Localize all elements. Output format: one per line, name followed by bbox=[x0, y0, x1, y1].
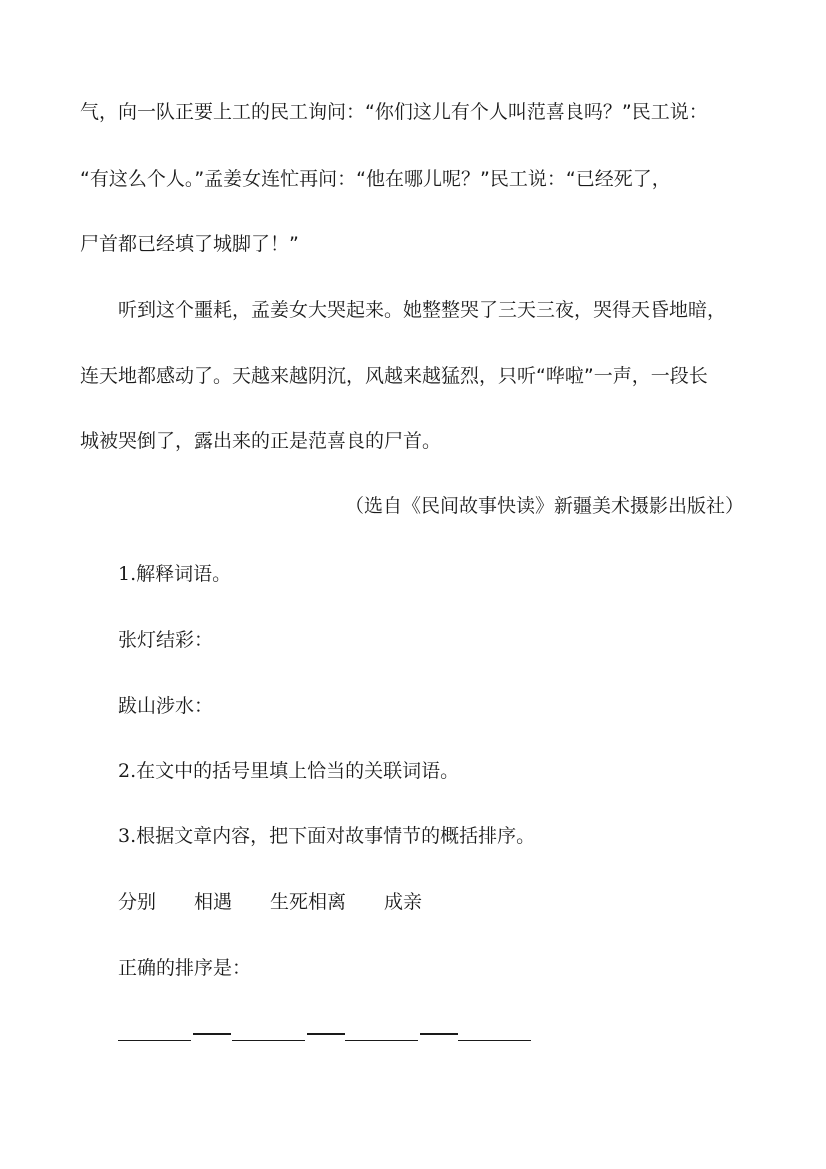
plot-option: 生死相离 bbox=[270, 891, 347, 913]
story-paragraph-start: 听到这个噩耗，孟姜女大哭起来。她整整哭了三天三夜，哭得天昏地暗， bbox=[118, 299, 727, 321]
sequence-dash bbox=[193, 1033, 231, 1035]
plot-option: 成亲 bbox=[384, 891, 423, 913]
source-citation: （选自《民间故事快读》新疆美术摄影出版社） bbox=[344, 495, 744, 517]
answer-blank-3[interactable] bbox=[345, 1040, 418, 1041]
plot-options bbox=[118, 890, 422, 914]
sequence-dash bbox=[420, 1033, 458, 1035]
story-line: 城被哭倒了，露出来的正是范喜良的尸首。 bbox=[80, 430, 442, 452]
question-2: 2.在文中的括号里填上恰当的关联词语。 bbox=[118, 760, 460, 782]
plot-option: 相遇 bbox=[194, 891, 233, 913]
sequence-dash bbox=[307, 1033, 345, 1035]
question-1-word-b: 跋山涉水： bbox=[118, 695, 214, 717]
question-3: 3.根据文章内容，把下面对故事情节的概括排序。 bbox=[118, 825, 536, 847]
question-1-word-a: 张灯结彩： bbox=[118, 629, 214, 651]
answer-blank-2[interactable] bbox=[232, 1040, 305, 1041]
story-line: 尸首都已经填了城脚了！” bbox=[80, 233, 299, 255]
plot-option: 分别 bbox=[118, 891, 157, 913]
answer-blanks bbox=[118, 1020, 538, 1044]
answer-label: 正确的排序是： bbox=[118, 957, 252, 979]
story-line: “有这么个人。”孟姜女连忙再问：“他在哪儿呢？”民工说：“已经死了， bbox=[80, 168, 671, 190]
question-1: 1.解释词语。 bbox=[118, 563, 232, 585]
answer-blank-4[interactable] bbox=[458, 1040, 531, 1041]
story-line: 连天地都感动了。天越来越阴沉，风越来越猛烈，只听“哗啦”一声，一段长 bbox=[80, 365, 708, 387]
story-line: 气，向一队正要上工的民工询问：“你们这儿有个人叫范喜良吗？”民工说： bbox=[80, 101, 708, 123]
answer-blank-1[interactable] bbox=[118, 1040, 191, 1041]
